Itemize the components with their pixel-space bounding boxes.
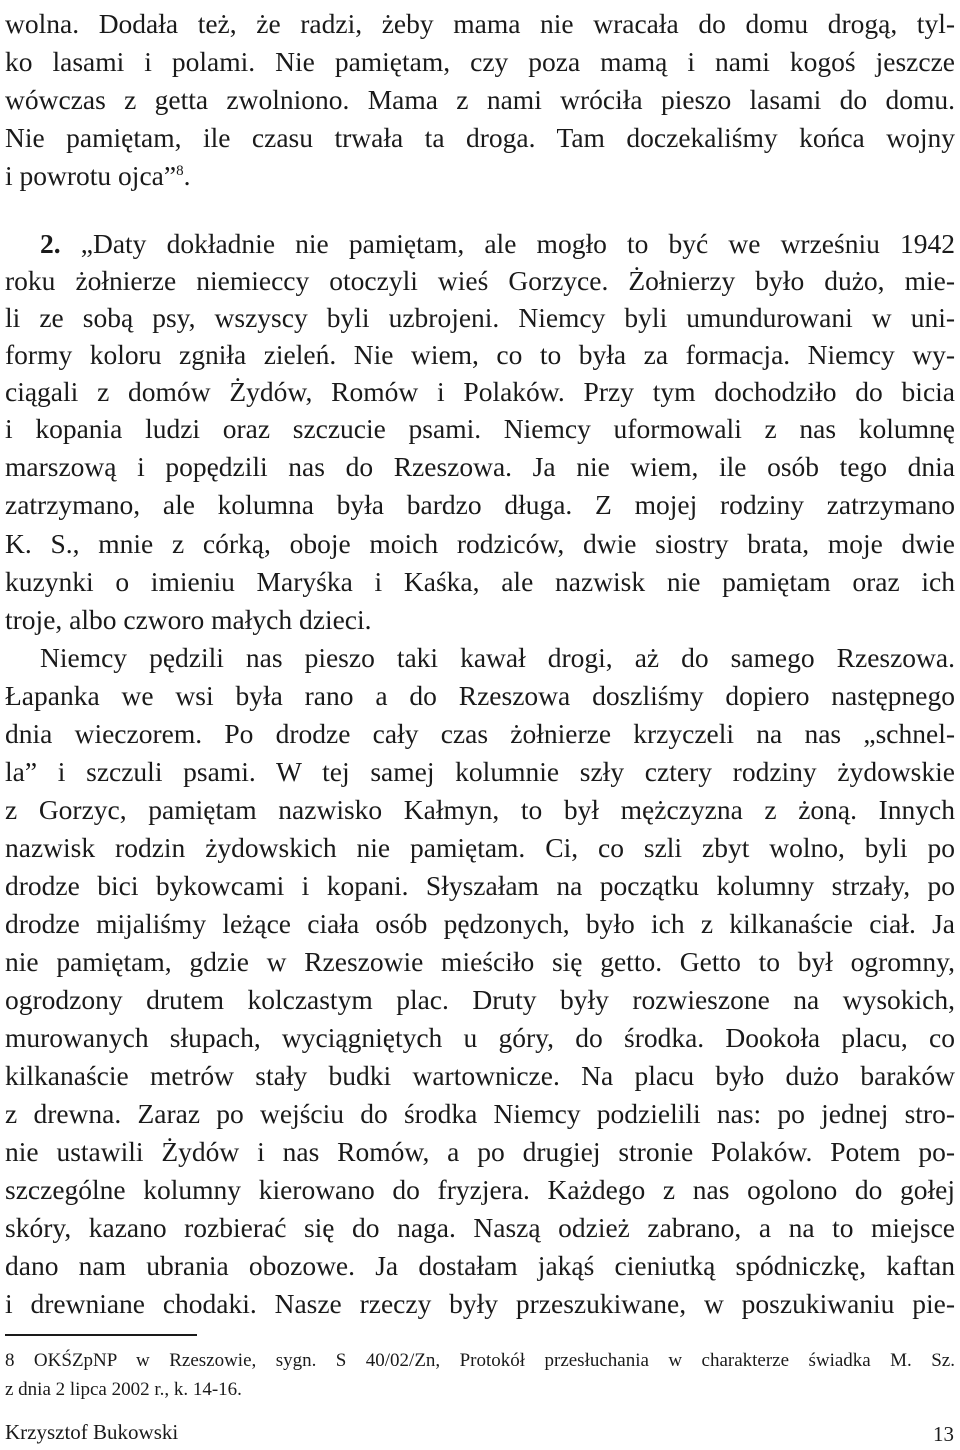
page-number: 13 (933, 1422, 954, 1446)
body-line: ogrodzony drutem kolczastym plac. Druty były rozwieszone na wysokich, (5, 984, 955, 1015)
body-line: nie ustawili Żydów i nas Romów, a po drugiej stronie Polaków. Potem po- (5, 1136, 955, 1167)
body-line: dano nam ubrania obozowe. Ja dostałam jakąś cieniutką spódniczkę, kaftan (5, 1250, 955, 1281)
footnote-separator (5, 1334, 197, 1336)
body-line-last: troje, albo czworo małych dzieci. (5, 604, 372, 635)
body-line-last (5, 158, 955, 194)
body-line: marszową i popędzili nas do Rzeszowa. Ja nie wiem, ile osób tego dnia (5, 451, 955, 482)
paragraph-2-first-line (40, 226, 955, 262)
body-line: dnia wieczorem. Po drodze cały czas żołnierze krzyczeli na nas „schnel- (5, 718, 955, 749)
body-line: kilkanaście metrów stały budki wartownicze. Na placu było dużo baraków (5, 1060, 955, 1091)
body-line: K. S., mnie z córką, oboje moich rodziców, dwie siostry brata, moje dwie (5, 528, 955, 559)
footer-author: Krzysztof Bukowski (5, 1420, 179, 1444)
body-line: formy koloru zgniła zieleń. Nie wiem, co to była za formacja. Niemcy wy- (5, 339, 955, 370)
body-line: murowanych słupach, wyciągniętych u góry, do środka. Dookoła placu, co (5, 1022, 955, 1053)
body-line: z drewna. Zaraz po wejściu do środka Niemcy podzielili nas: po jednej stro- (5, 1098, 955, 1129)
body-line: Łapanka we wsi była rano a do Rzeszowa doszliśmy dopiero następnego (5, 680, 955, 711)
line-text: „Daty dokładnie nie pamiętam, ale mogło to być we wrześniu 1942 (60, 228, 955, 259)
body-line: la” i szczuli psami. W tej samej kolumnie szły cztery rodziny żydowskie (5, 756, 955, 787)
body-line: ciągali z domów Żydów, Romów i Polaków. Przy tym dochodziło do bicia (5, 376, 955, 407)
body-line: i kopania ludzi oraz szczucie psami. Niemcy uformowali z nas kolumnę (5, 413, 955, 444)
body-line: li ze sobą psy, wszyscy byli uzbrojeni. Niemcy byli umundurowani w uni- (5, 302, 955, 333)
body-line: i drewniane chodaki. Nasze rzeczy były przeszukiwane, w poszukiwaniu pie- (5, 1288, 955, 1319)
body-line: nie pamiętam, gdzie w Rzeszowie mieściło się getto. Getto to był ogromny, (5, 946, 955, 977)
body-line: z Gorzyc, pamiętam nazwisko Kałmyn, to był mężczyzna z żoną. Innych (5, 794, 955, 825)
body-line: ko lasami i polami. Nie pamiętam, czy poza mamą i nami kogoś jeszcze (5, 46, 955, 77)
body-line: drodze mijaliśmy leżące ciała osób pędzonych, było ich z kilkanaście ciał. Ja (5, 908, 955, 939)
body-line: szczególne kolumny kierowano do fryzjera. Każdego z nas ogolono do gołej (5, 1174, 955, 1205)
body-line: skóry, kazano rozbierać się do naga. Naszą odzież zabrano, a na to miejsce (5, 1212, 955, 1243)
body-line: kuzynki o imieniu Maryśka i Kaśka, ale nazwisk nie pamiętam oraz ich (5, 566, 955, 597)
body-line: Nie pamiętam, ile czasu trwała ta droga. Tam doczekaliśmy końca wojny (5, 122, 955, 153)
body-line: roku żołnierze niemieccy otoczyli wieś Gorzyce. Żołnierzy było dużo, mie- (5, 265, 955, 296)
body-line: wówczas z getta zwolniono. Mama z nami wróciła pieszo lasami do domu. (5, 84, 955, 115)
line-text: i powrotu ojca” (5, 160, 177, 191)
body-line: zatrzymano, ale kolumna była bardzo długa. Z mojej rodziny zatrzymano (5, 489, 955, 520)
footnote-marker: 8 (176, 162, 184, 179)
body-line: wolna. Dodała też, że radzi, żeby mama nie wracała do domu drogą, tyl- (5, 8, 955, 39)
body-line: drodze bici bykowcami i kopani. Słyszałam na początku kolumny strzały, po (5, 870, 955, 901)
footnote-line: z dnia 2 lipca 2002 r., k. 14-16. (5, 1379, 242, 1400)
line-end: . (183, 160, 191, 191)
paragraph-number: 2. (40, 228, 61, 259)
body-line: nazwisk rodzin żydowskich nie pamiętam. Ci, co szli zbyt wolno, byli po (5, 832, 955, 863)
paragraph-3-first-line: Niemcy pędzili nas pieszo taki kawał drogi, aż do samego Rzeszowa. (40, 642, 955, 673)
footnote-line: 8 OKŚZpNP w Rzeszowie, sygn. S 40/02/Zn, Protokół przesłuchania w charakterze świadka M. Sz. (5, 1350, 955, 1371)
